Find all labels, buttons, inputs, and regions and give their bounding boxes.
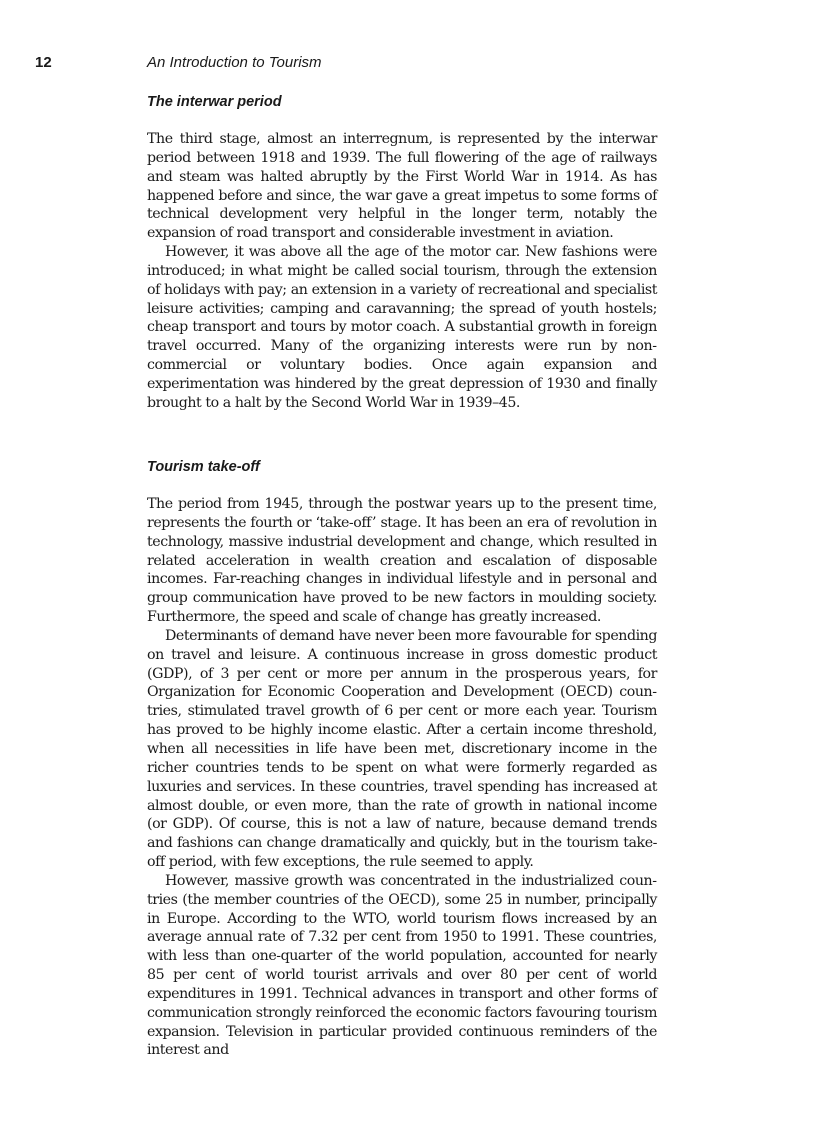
running-head-title: An Introduction to Tourism xyxy=(147,54,322,71)
paragraph: However, massive growth was concentrated in the industrialized countries (the member countries of the OECD), some 25 in number, principally in Europe. According to the WTO, world tourism flows increased by an average annual rate of 7.32 per cent from 1950 to 1991. These countries, with less than one-quarter of the world population, accounted for nearly 85 per cent of world tourist arrivals and over 80 per cent of world expenditures in 1991. Technical advances in transport and other forms of communication strongly reinforced the economic factors favouring tourism expansion. Television in particular provided continuous reminders of the interest and xyxy=(147,872,657,1059)
paragraph: The third stage, almost an interregnum, is represented by the interwar period between 1918 and 1939. The full flowering of the age of railways and steam was halted abruptly by the First World War in 1914. As has happened before and since, the war gave a great impetus to some forms of technical development very helpful in the longer term, notably the expansion of road transport and considerable investment in aviation. xyxy=(147,131,657,242)
paragraph: Determinants of demand have never been more favourable for spending on travel and leisure. A continuous increase in gross domestic product (GDP), of 3 per cent or more per annum in the prosperous years, for Organization for Economic Cooperation and Development (OECD) countries, stimulated travel growth of 6 per cent or more each year. Tourism has proved to be highly income elastic. After a certain income threshold, when all necessities in life have been met, discretionary income in the richer countries tends to be spent on what were formerly regarded as luxuries and services. In these countries, travel spending has increased at almost double, or even more, than the rate of growth in national income (or GDP). Of course, this is not a law of nature, because demand trends and fashions can change dramatically and quickly, but in the tourism take-off period, with few exceptions, the rule seemed to apply. xyxy=(147,627,657,871)
paragraph: However, it was above all the age of the motor car. New fashions were introduced; in what might be called social tourism, through the extension of holidays with pay; an extension in a variety of recreational and specialist leisure activities; camping and caravanning; the spread of youth hostels; cheap transport and tours by motor coach. A substantial growth in foreign travel occurred. Many of the organizing interests were run by noncommercial or voluntary bodies. Once again expansion and experimentation was hindered by the great depression of 1930 and finally brought to a halt by the Second World War in 1939–45. xyxy=(147,244,657,411)
section-heading-interwar-period: The interwar period xyxy=(147,94,282,110)
section-body-tourism-take-off xyxy=(147,495,657,1060)
page-number: 12 xyxy=(35,54,52,71)
paragraph: The period from 1945, through the postwar years up to the present time, represents the fourth or ‘take-off’ stage. It has been an era of revolution in technology, massive industrial development and change, which resulted in related acceleration in wealth creation and escalation of disposable incomes. Far-reaching changes in individual lifestyle and in personal and group communication have proved to be new factors in moulding society. Furthermore, the speed and scale of change has greatly increased. xyxy=(147,496,657,626)
section-body-interwar-period xyxy=(147,130,657,413)
section-heading-tourism-take-off: Tourism take-off xyxy=(147,459,260,475)
